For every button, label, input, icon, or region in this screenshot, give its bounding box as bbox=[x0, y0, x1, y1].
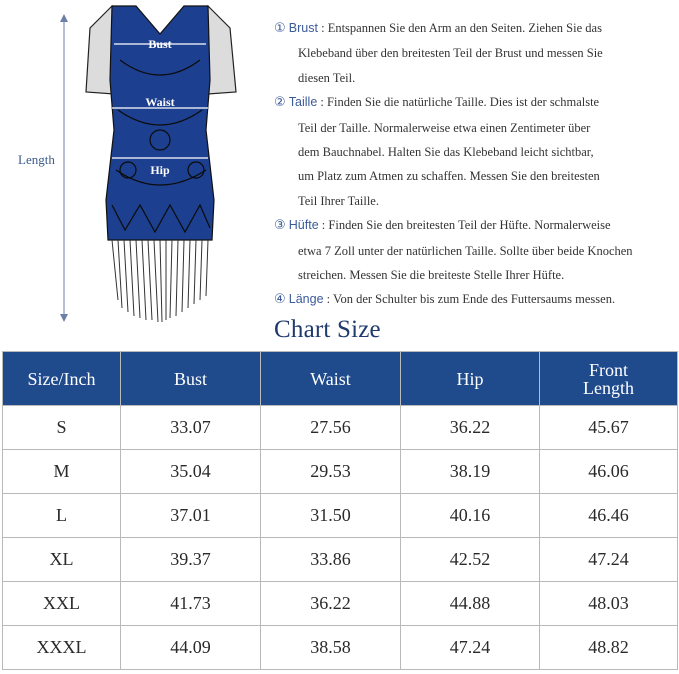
header-front-length: Front Length bbox=[540, 352, 678, 406]
table-header-row bbox=[3, 352, 678, 406]
instruction-line: Teil Ihrer Taille. bbox=[298, 193, 379, 208]
cell-hip: 44.88 bbox=[401, 582, 540, 626]
table-row bbox=[3, 494, 678, 538]
dress-fringe bbox=[112, 240, 208, 322]
cell-size: XXXL bbox=[3, 626, 121, 670]
table-row bbox=[3, 626, 678, 670]
table-row bbox=[3, 406, 678, 450]
cell-waist: 29.53 bbox=[261, 450, 401, 494]
header-size: Size/Inch bbox=[3, 352, 121, 406]
instruction-line: dem Bauchnabel. Halten Sie das Klebeband leicht sichtbar, bbox=[298, 145, 594, 160]
cell-size: L bbox=[3, 494, 121, 538]
instruction-waist: ② Taille : Finden Sie die natürliche Taille. Dies ist der schmalste Teil der Taille. Normalerweise etwa einen Zentimeter über dem Bauchnabel. Halten Sie das Klebeband leicht sichtbar, um Platz zum Atmen zu schaffen. Messen Sie den breitesten Teil Ihrer Taille. bbox=[274, 90, 674, 213]
cell-waist: 31.50 bbox=[261, 494, 401, 538]
length-label: Length bbox=[18, 152, 55, 167]
instruction-line: Klebeband über den breitesten Teil der Brust und messen Sie bbox=[298, 46, 603, 61]
cell-front-length: 47.24 bbox=[540, 538, 678, 582]
table-row bbox=[3, 538, 678, 582]
instruction-line: etwa 7 Zoll unter der natürlichen Taille. Sollte über beide Knochen bbox=[298, 243, 633, 258]
number-icon: ② bbox=[274, 95, 286, 111]
cell-front-length: 46.06 bbox=[540, 450, 678, 494]
chart-title: Chart Size bbox=[274, 316, 381, 343]
instruction-line: Entspannen Sie den Arm an den Seiten. Ziehen Sie das bbox=[327, 21, 602, 35]
cell-size: S bbox=[3, 406, 121, 450]
instruction-line: diesen Teil. bbox=[298, 70, 356, 85]
header-waist: Waist bbox=[261, 352, 401, 406]
cell-front-length: 46.46 bbox=[540, 494, 678, 538]
instruction-line: Finden Sie die natürliche Taille. Dies ist der schmalste bbox=[327, 95, 600, 110]
instruction-bust: ① Brust : Entspannen Sie den Arm an den Seiten. Ziehen Sie das Klebeband über den breitesten Teil der Brust und messen Sie diesen Teil. bbox=[274, 16, 674, 90]
hip-label: Hip bbox=[150, 163, 170, 177]
table-row bbox=[3, 450, 678, 494]
cell-size: XXL bbox=[3, 582, 121, 626]
measurement-instructions bbox=[274, 16, 674, 313]
instruction-hip: ③ Hüfte : Finden Sie den breitesten Teil der Hüfte. Normalerweise etwa 7 Zoll unter der natürlichen Taille. Sollte über beide Knochen streichen. Messen Sie die breiteste Stelle Ihrer Hüfte. bbox=[274, 213, 674, 287]
length-arrow-top bbox=[60, 14, 68, 22]
cell-bust: 37.01 bbox=[121, 494, 261, 538]
instruction-key: Hüfte bbox=[288, 218, 319, 233]
instruction-line: Von der Schulter bis zum Ende des Futtersaums messen. bbox=[333, 292, 616, 307]
bust-label: Bust bbox=[148, 37, 172, 51]
header-bust: Bust bbox=[121, 352, 261, 406]
instruction-key: Brust bbox=[288, 21, 318, 35]
cell-hip: 38.19 bbox=[401, 450, 540, 494]
cell-size: XL bbox=[3, 538, 121, 582]
waist-label: Waist bbox=[145, 95, 175, 109]
cell-front-length: 48.82 bbox=[540, 626, 678, 670]
cell-waist: 38.58 bbox=[261, 626, 401, 670]
instruction-line: um Platz zum Atmen zu schaffen. Messen Sie den breitesten bbox=[298, 169, 600, 184]
instruction-line: streichen. Messen Sie die breiteste Stelle Ihrer Hüfte. bbox=[298, 268, 565, 283]
table-row bbox=[3, 582, 678, 626]
instruction-line: Teil der Taille. Normalerweise etwa einen Zentimeter über bbox=[298, 120, 591, 135]
instruction-line: Finden Sie den breitesten Teil der Hüfte. Normalerweise bbox=[328, 218, 611, 233]
cell-waist: 36.22 bbox=[261, 582, 401, 626]
size-chart-table bbox=[2, 351, 678, 670]
cell-bust: 39.37 bbox=[121, 538, 261, 582]
number-icon: ① bbox=[274, 21, 286, 36]
cell-waist: 27.56 bbox=[261, 406, 401, 450]
number-icon: ③ bbox=[274, 218, 286, 234]
cell-hip: 42.52 bbox=[401, 538, 540, 582]
cell-hip: 36.22 bbox=[401, 406, 540, 450]
instruction-length: ④ Länge : Von der Schulter bis zum Ende des Futtersaums messen. bbox=[274, 292, 616, 308]
cell-bust: 35.04 bbox=[121, 450, 261, 494]
header-hip: Hip bbox=[401, 352, 540, 406]
cell-hip: 47.24 bbox=[401, 626, 540, 670]
number-icon: ④ bbox=[274, 292, 286, 308]
cell-size: M bbox=[3, 450, 121, 494]
cell-front-length: 45.67 bbox=[540, 406, 678, 450]
cell-hip: 40.16 bbox=[401, 494, 540, 538]
length-arrow-bottom bbox=[60, 314, 68, 322]
cell-waist: 33.86 bbox=[261, 538, 401, 582]
cell-front-length: 48.03 bbox=[540, 582, 678, 626]
instruction-key: Taille bbox=[288, 95, 318, 110]
instruction-key: Länge bbox=[288, 292, 324, 307]
cell-bust: 44.09 bbox=[121, 626, 261, 670]
cell-bust: 41.73 bbox=[121, 582, 261, 626]
cell-bust: 33.07 bbox=[121, 406, 261, 450]
